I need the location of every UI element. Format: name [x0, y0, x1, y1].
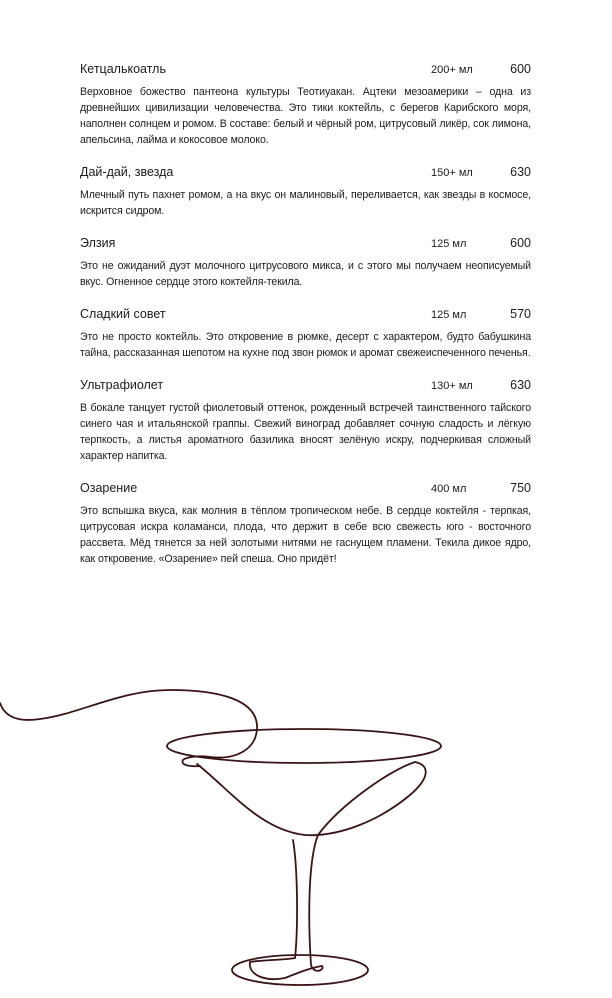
item-description: Верховное божество пантеона культуры Теотиуакан. Ацтеки мезоамерики – одна из древнейших цивилизации человечества. Это тики коктейль, с берегов Карибского моря, наполнен солнцем и ромом. В составе: белый и чёрный ром, цитрусовый ликёр, сок лимона, апельсина, лайма и кокосовое молоко.	[80, 86, 531, 146]
item-name: Кетцалькоатль	[80, 62, 166, 76]
item-volume: 125 мл	[431, 309, 467, 321]
item-volume: 150+ мл	[431, 167, 473, 179]
item-price: 750	[510, 481, 531, 495]
item-price: 600	[510, 62, 531, 76]
item-description: Это не ожиданий дуэт молочного цитрусового микса, и с этого мы получаем неописуемый вкус. Огненное сердце этого коктейля-текила.	[80, 260, 531, 288]
item-price: 570	[510, 307, 531, 321]
item-price: 630	[510, 165, 531, 179]
swirl-line	[0, 690, 257, 766]
item-name: Элзия	[80, 236, 116, 250]
glass-rim	[167, 729, 441, 763]
item-volume: 125 мл	[431, 238, 467, 250]
glass-bowl	[197, 762, 426, 971]
item-volume: 130+ мл	[431, 380, 473, 392]
item-price: 630	[510, 378, 531, 392]
item-name: Сладкий совет	[80, 307, 166, 321]
item-name: Ультрафиолет	[80, 378, 164, 392]
item-price: 600	[510, 236, 531, 250]
item-description: В бокале танцует густой фиолетовый оттенок, рожденный встречей таинственного тайского синего чая и итальянской граппы. Свежий виноград добавляет сочную сладость и лёгкую терпкость, а листья ароматного базилика вносят зелёную искру, подчеркивая сложный характер напитка.	[80, 402, 531, 462]
item-description: Это вспышка вкуса, как молния в тёплом тропическом небе. В сердце коктейля - терпкая, цитрусовая искра коламанси, плода, что держит в себе всю свежесть юго - восточного рассвета. Мёд тянется за ней золотыми нитями не гаснущем пламени. Текила дикое ядро, как откровение. «Озарение» пей спеша. Оно придёт!	[80, 505, 531, 565]
item-volume: 400 мл	[431, 483, 467, 495]
item-description: Млечный путь пахнет ромом, а на вкус он малиновый, переливается, как звезды в космосе, искрится сидром.	[80, 189, 531, 217]
item-name: Озарение	[80, 481, 138, 495]
item-name: Дай-дай, звезда	[80, 165, 174, 179]
item-description: Это не просто коктейль. Это откровение в рюмке, десерт с характером, будто бабушкина тайна, рассказанная шепотом на кухне под звон рюмок и аромат свежеиспеченного печенья.	[80, 331, 531, 359]
item-volume: 200+ мл	[431, 64, 473, 76]
